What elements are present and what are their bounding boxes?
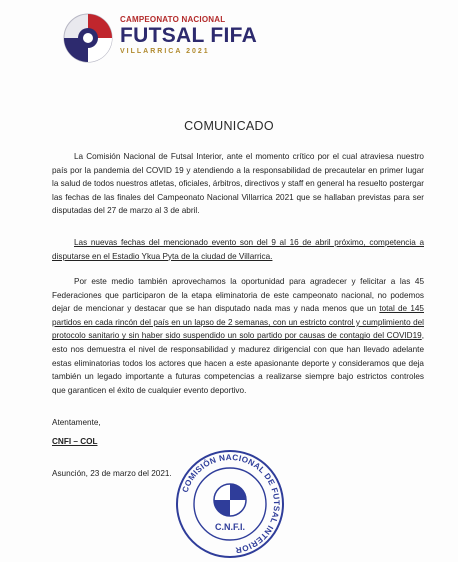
letterhead-line1: CAMPEONATO NACIONAL <box>120 15 226 24</box>
paragraph-thanks-text-a: Por este medio también aprovechamos la oportunidad para agradecer y felicitar a las 45 Federaciones que participaron de la etapa eliminatoria de este campeonato nacional, no podemos dejar de mencionar y destacar que se han disputado nada mas y nada menos que un <box>52 277 424 314</box>
seal-abbr: C.N.F.I. <box>214 522 246 532</box>
letterhead-text <box>120 15 257 56</box>
paragraph-postponement-text: La Comisión Nacional de Futsal Interior, ante el momento crítico por el cual atraviesa nuestro país por la pandemia del COVID 19 y atendiendo a la responsabilidad de precautelar en primer lugar la salud de todos nuestros atletas, oficiales, árbitros, directivos y staff en general ha resuelto postergar las fechas de las finales del Campeonato Nacional Villarrica 2021 que se hallaban previstas para ser disputadas del 27 de marzo al 3 de abril. <box>52 152 424 216</box>
paragraph-new-dates-text: Las nuevas fechas del mencionado evento son del 9 al 16 de abril próximo, competencia a disputarse en el Estadio Ykua Pyta de la ciudad de Villarrica. <box>52 238 424 261</box>
document-title: COMUNICADO <box>184 119 274 133</box>
letterhead <box>62 12 402 74</box>
paragraph-thanks-text-c: , esto nos demuestra el nivel de responsabilidad y madurez dirigencial con que han llevado adelante estas eliminatorias todos los actores que hacen a este apasionante deporte y consideramos que deja también un legado importante a futuras competencias a realizarse siempre bajo estrictos controles que garanticen el éxito de cualquier evento deportivo. <box>52 331 424 395</box>
letterhead-line3: VILLARRICA 2021 <box>120 48 210 55</box>
paragraph-postponement <box>52 150 424 218</box>
paragraph-thanks <box>52 275 424 397</box>
letterhead-line2: FUTSAL FIFA <box>120 24 258 47</box>
closing-text: Atentamente, <box>52 418 101 427</box>
signature-text: CNFI – COL <box>52 437 98 446</box>
paragraph-new-dates <box>52 236 424 263</box>
seal-ring-text: COMISIÓN NACIONAL DE FUTSAL INTERIOR <box>180 452 282 555</box>
date-place-text: Asunción, 23 de marzo del 2021. <box>52 469 172 478</box>
paragraph-thanks-text-b: total de 145 partidos en cada rincón del país en un lapso de 2 semanas, con un estricto control y cumplimiento del protocolo sanitario y sin haber sido suspendido un solo partido por causas de contagio del COVID19 <box>52 304 424 341</box>
seal-ball-icon <box>214 484 246 516</box>
official-seal-stamp <box>174 448 286 560</box>
futsal-ball-logo-icon <box>62 12 114 64</box>
